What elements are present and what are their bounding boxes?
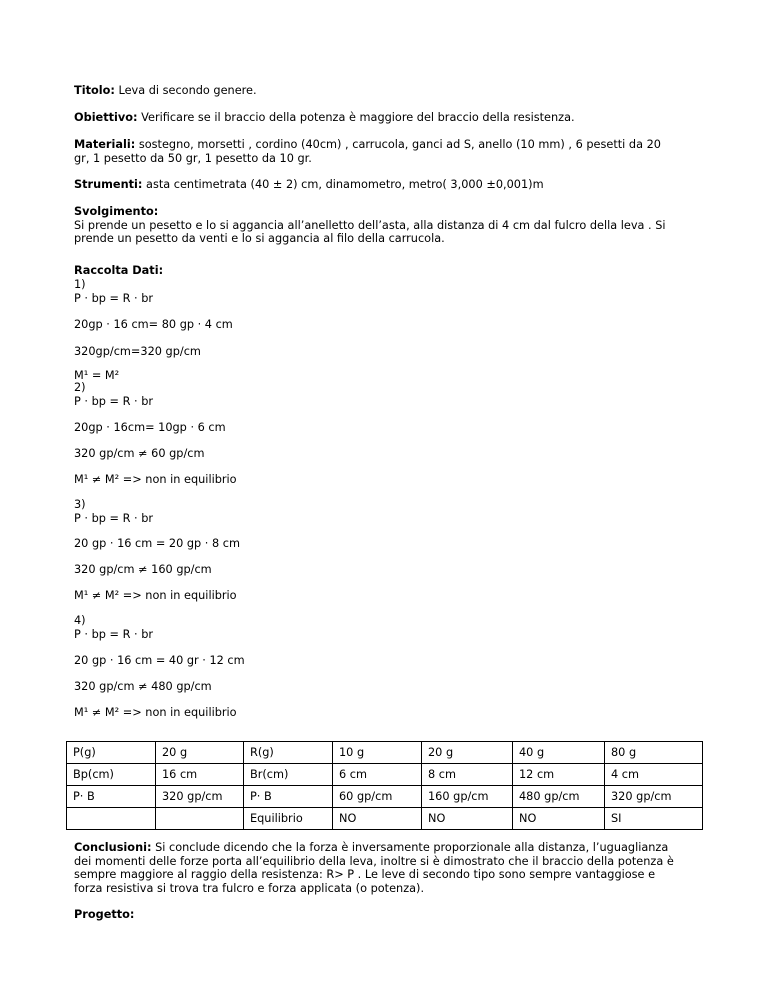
materiali-text-line2: gr, 1 pesetto da 50 gr, 1 pesetto da 10 gr. <box>74 151 312 165</box>
table-cell: 20 g <box>422 742 513 764</box>
table-cell: Equilibrio <box>244 808 333 830</box>
raccolta-dati-heading: Raccolta Dati: <box>74 264 164 277</box>
case-3-calc: 20 gp · 16 cm = 20 gp · 8 cm <box>74 537 240 550</box>
table-cell: 6 cm <box>333 764 422 786</box>
table-cell: P· B <box>244 786 333 808</box>
case-2-header <box>74 381 153 408</box>
case-1-calc: 20gp · 16 cm= 80 gp · 4 cm <box>74 318 233 331</box>
conclusioni-paragraph <box>74 841 674 895</box>
case-4-header <box>74 614 153 641</box>
table-cell: 160 gp/cm <box>422 786 513 808</box>
table-cell: 320 gp/cm <box>605 786 703 808</box>
case-2-result: 320 gp/cm ≠ 60 gp/cm <box>74 447 205 460</box>
conclusioni-line2: dei momenti delle forze porta all’equilibrio della leva, inoltre si è dimostrato che il braccio della potenza è <box>74 854 674 868</box>
table-cell: Br(cm) <box>244 764 333 786</box>
table-cell: NO <box>333 808 422 830</box>
case-number: 4) <box>74 614 86 627</box>
obiettivo-text: Verificare se il braccio della potenza è maggiore del braccio della resistenza. <box>141 111 575 124</box>
table-cell <box>156 808 244 830</box>
table-cell: 40 g <box>513 742 605 764</box>
raccolta-dati-label <box>74 264 163 278</box>
conclusioni-line4: forza resistiva si trova tra fulcro e forza applicata (o potenza). <box>74 881 425 895</box>
table-cell: 20 g <box>156 742 244 764</box>
table-cell: SI <box>605 808 703 830</box>
titolo-text: Leva di secondo genere. <box>118 84 257 97</box>
materiali-text-line1: sostegno, morsetti , cordino (40cm) , carrucola, ganci ad S, anello (10 mm) , 6 pesetti da 20 <box>138 138 661 151</box>
case-formula: P · bp = R · br <box>74 394 154 408</box>
table-cell: P· B <box>67 786 156 808</box>
titolo-paragraph <box>74 84 257 98</box>
progetto-heading <box>74 908 134 922</box>
case-3-moment: M¹ ≠ M² => non in equilibrio <box>74 589 237 602</box>
table-row <box>67 786 703 808</box>
case-4-calc: 20 gp · 16 cm = 40 gr · 12 cm <box>74 654 245 667</box>
progetto-label: Progetto: <box>74 908 135 921</box>
case-formula: P · bp = R · br <box>74 511 154 525</box>
case-2-moment: M¹ ≠ M² => non in equilibrio <box>74 473 237 486</box>
table-cell: 16 cm <box>156 764 244 786</box>
table-cell: 10 g <box>333 742 422 764</box>
obiettivo-label: Obiettivo: <box>74 111 138 124</box>
case-2-calc: 20gp · 16cm= 10gp · 6 cm <box>74 421 226 434</box>
svolgimento-section <box>74 205 666 246</box>
strumenti-label: Strumenti: <box>74 178 143 191</box>
table-cell: Bp(cm) <box>67 764 156 786</box>
table-cell: R(g) <box>244 742 333 764</box>
table-row <box>67 764 703 786</box>
table-cell: 320 gp/cm <box>156 786 244 808</box>
table-cell: NO <box>422 808 513 830</box>
titolo-label: Titolo: <box>74 84 115 97</box>
case-number: 3) <box>74 498 86 511</box>
case-formula: P · bp = R · br <box>74 291 154 305</box>
conclusioni-label: Conclusioni: <box>74 841 152 854</box>
obiettivo-paragraph <box>74 111 575 125</box>
svolgimento-line1: Si prende un pesetto e lo si aggancia all’anelletto dell’asta, alla distanza di 4 cm dal fulcro della leva . Si <box>74 218 666 232</box>
case-1-header <box>74 278 153 305</box>
case-formula: P · bp = R · br <box>74 627 154 641</box>
conclusioni-line3: sempre maggiore al raggio della resistenza: R> P . Le leve di secondo tipo sono sempre vantaggiose e <box>74 868 656 881</box>
strumenti-text: asta centimetrata (40 ± 2) cm, dinamometro, metro( 3,000 ±0,001)m <box>146 178 544 191</box>
case-4-result: 320 gp/cm ≠ 480 gp/cm <box>74 680 212 693</box>
materiali-paragraph <box>74 138 661 165</box>
data-table <box>66 741 703 830</box>
table-cell: 80 g <box>605 742 703 764</box>
case-1-moment: M¹ = M² <box>74 369 120 382</box>
table-row <box>67 742 703 764</box>
case-1-result: 320gp/cm=320 gp/cm <box>74 345 201 358</box>
materiali-label: Materiali: <box>74 138 136 151</box>
strumenti-paragraph <box>74 178 544 192</box>
case-number: 1) <box>74 278 86 291</box>
svolgimento-label: Svolgimento: <box>74 205 159 218</box>
table-cell: 12 cm <box>513 764 605 786</box>
table-cell: P(g) <box>67 742 156 764</box>
table-cell <box>67 808 156 830</box>
table-cell: 60 gp/cm <box>333 786 422 808</box>
table-cell: 4 cm <box>605 764 703 786</box>
case-4-moment: M¹ ≠ M² => non in equilibrio <box>74 706 237 719</box>
case-3-header <box>74 498 153 525</box>
case-3-result: 320 gp/cm ≠ 160 gp/cm <box>74 563 212 576</box>
table-cell: NO <box>513 808 605 830</box>
table-cell: 8 cm <box>422 764 513 786</box>
svolgimento-line2: prende un pesetto da venti e lo si aggancia al filo della carrucola. <box>74 232 445 245</box>
table-row <box>67 808 703 830</box>
conclusioni-line1: Si conclude dicendo che la forza è inversamente proporzionale alla distanza, l’uguaglianza <box>155 841 669 854</box>
table-cell: 480 gp/cm <box>513 786 605 808</box>
case-number: 2) <box>74 381 86 394</box>
